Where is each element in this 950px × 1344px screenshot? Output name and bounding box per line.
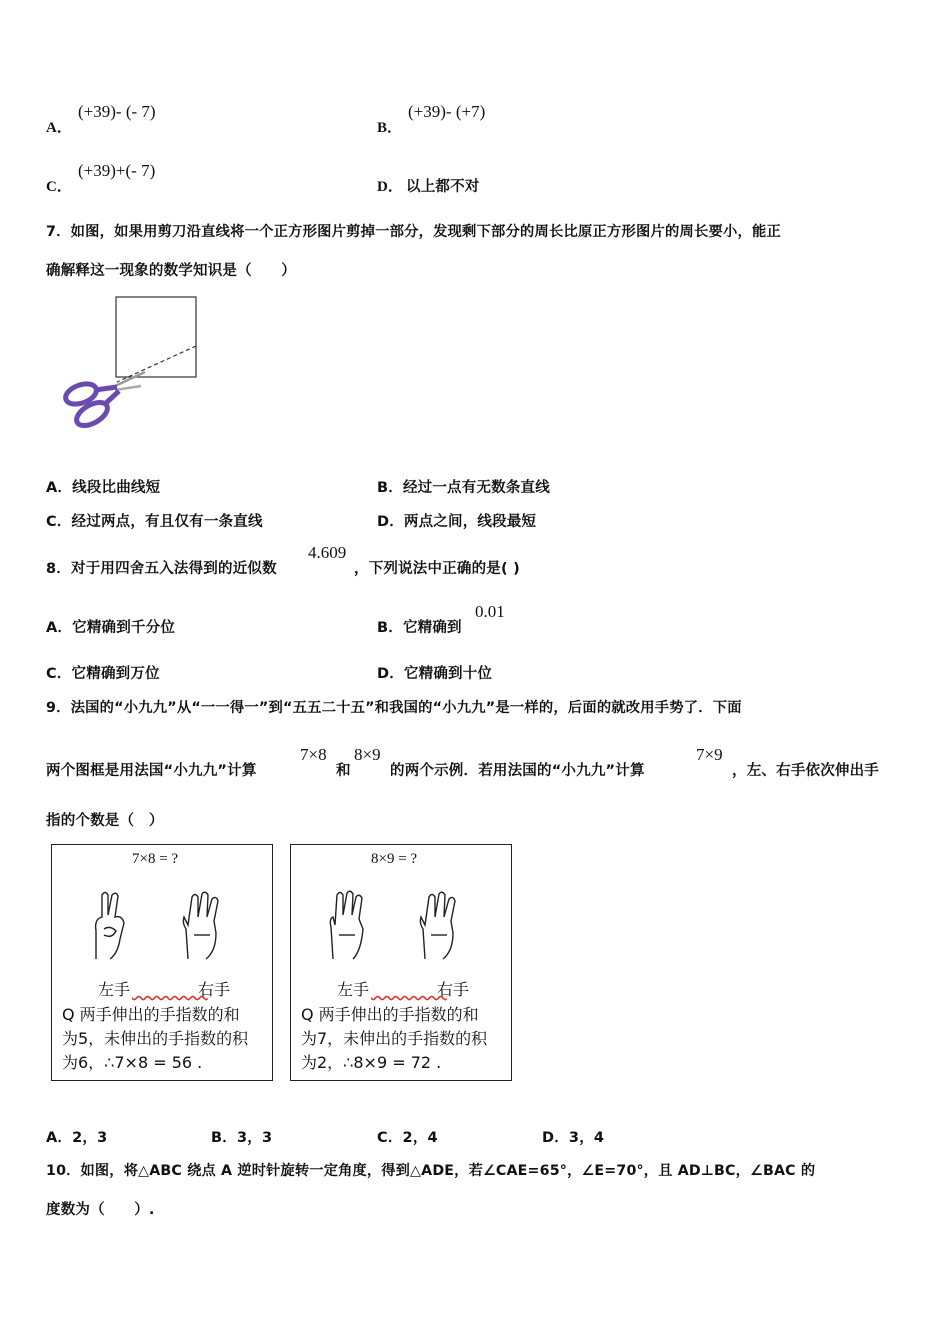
q8-option-b: B．它精确到 <box>377 620 462 636</box>
q7-option-a: A．线段比曲线短 <box>46 480 161 496</box>
q6-option-d-label: D． <box>377 179 403 195</box>
q8-option-a: A．它精确到千分位 <box>46 620 176 636</box>
box1-hands <box>88 889 238 961</box>
scissors-figure <box>55 290 215 440</box>
box1-left-hand-label: 左手 <box>98 980 131 999</box>
q8-option-d: D．它精确到十位 <box>377 666 493 682</box>
q9-expr-8x9: 8×9 <box>354 745 381 764</box>
q9-option-a: A．2，3 <box>46 1130 108 1146</box>
q10-stem-line1: 10．如图，将△ABC 绕点 A 逆时针旋转一定角度，得到△ADE，若∠CAE=65°，∠E=70°，且 AD⊥BC，∠BAC 的 <box>46 1163 816 1179</box>
scissors-icon <box>63 372 145 430</box>
q9-option-c: C．2，4 <box>377 1130 438 1146</box>
q9-option-d: D．3，4 <box>542 1130 605 1146</box>
q6-option-d-text: 以上都不对 <box>406 179 480 195</box>
q7-option-d: D．两点之间，线段最短 <box>377 514 537 530</box>
box1-squiggle <box>132 977 208 996</box>
q6-option-b-label: B． <box>377 120 403 136</box>
q9-expr-7x9: 7×9 <box>696 745 723 764</box>
box1-title: 7×8 = ? <box>132 851 179 867</box>
box2-hands <box>327 889 477 961</box>
box2-title: 8×9 = ? <box>371 851 418 867</box>
box1-right-hand-label: 右手 <box>198 980 231 999</box>
box1-line1: Q 两手伸出的手指数的和 <box>62 1005 240 1024</box>
q9-stem-line2-b: 的两个示例．若用法国的“小九九”计算 <box>390 763 645 779</box>
q8-option-c: C．它精确到万位 <box>46 666 160 682</box>
example-box-8x9 <box>290 844 512 1081</box>
q6-option-b-expr: (+39)- (+7) <box>408 102 486 121</box>
q8-stem-end: ，下列说法中正确的是( ) <box>354 561 520 577</box>
q8-stem-start: 8．对于用四舍五入法得到的近似数 <box>46 561 277 577</box>
box2-right-hand-label: 右手 <box>437 980 470 999</box>
q9-expr-7x8: 7×8 <box>300 745 327 764</box>
q9-stem-line2-a: 两个图框是用法国“小九九”计算 <box>46 763 257 779</box>
left-hand-icon <box>330 891 363 959</box>
box2-line3: 为2，∴8×9 = 72 . <box>301 1053 442 1072</box>
box1-line2: 为5，未伸出的手指数的积 <box>62 1029 249 1048</box>
q9-stem-line2-c: ，左、右手依次伸出手 <box>732 763 879 779</box>
q7-stem-line1: 7．如图，如果用剪刀沿直线将一个正方形图片剪掉一部分，发现剩下部分的周长比原正方形图片的周长要小，能正 <box>46 224 781 240</box>
example-box-7x8 <box>51 844 273 1081</box>
q7-option-c: C．经过两点，有且仅有一条直线 <box>46 514 263 530</box>
q9-and: 和 <box>336 763 351 779</box>
box2-line1: Q 两手伸出的手指数的和 <box>301 1005 479 1024</box>
box2-line2: 为7，未伸出的手指数的积 <box>301 1029 488 1048</box>
box2-left-hand-label: 左手 <box>337 980 370 999</box>
q8-option-b-number: 0.01 <box>475 602 505 621</box>
q10-stem-line2: 度数为（ ）. <box>46 1202 155 1218</box>
square-picture <box>116 297 196 377</box>
box2-squiggle <box>371 977 447 996</box>
q7-option-b: B．经过一点有无数条直线 <box>377 480 550 496</box>
q6-option-c-label: C． <box>46 179 72 195</box>
q6-option-a-label: A． <box>46 120 72 136</box>
q9-option-b: B．3，3 <box>211 1130 273 1146</box>
right-hand-icon <box>420 892 455 959</box>
q7-stem-line2: 确解释这一现象的数学知识是（ ） <box>46 263 296 279</box>
q8-number: 4.609 <box>308 543 347 562</box>
q9-stem-line3: 指的个数是（ ） <box>46 813 164 829</box>
q9-stem-line1: 9．法国的“小九九”从“一一得一”到“五五二十五”和我国的“小九九”是一样的，后面的就改用手势了．下面 <box>46 700 742 716</box>
q6-option-c-expr: (+39)+(- 7) <box>78 161 156 180</box>
left-hand-icon <box>96 893 124 960</box>
box1-line3: 为6，∴7×8 = 56 . <box>62 1053 203 1072</box>
q6-option-a-expr: (+39)- (- 7) <box>78 102 156 121</box>
right-hand-icon <box>183 892 218 959</box>
